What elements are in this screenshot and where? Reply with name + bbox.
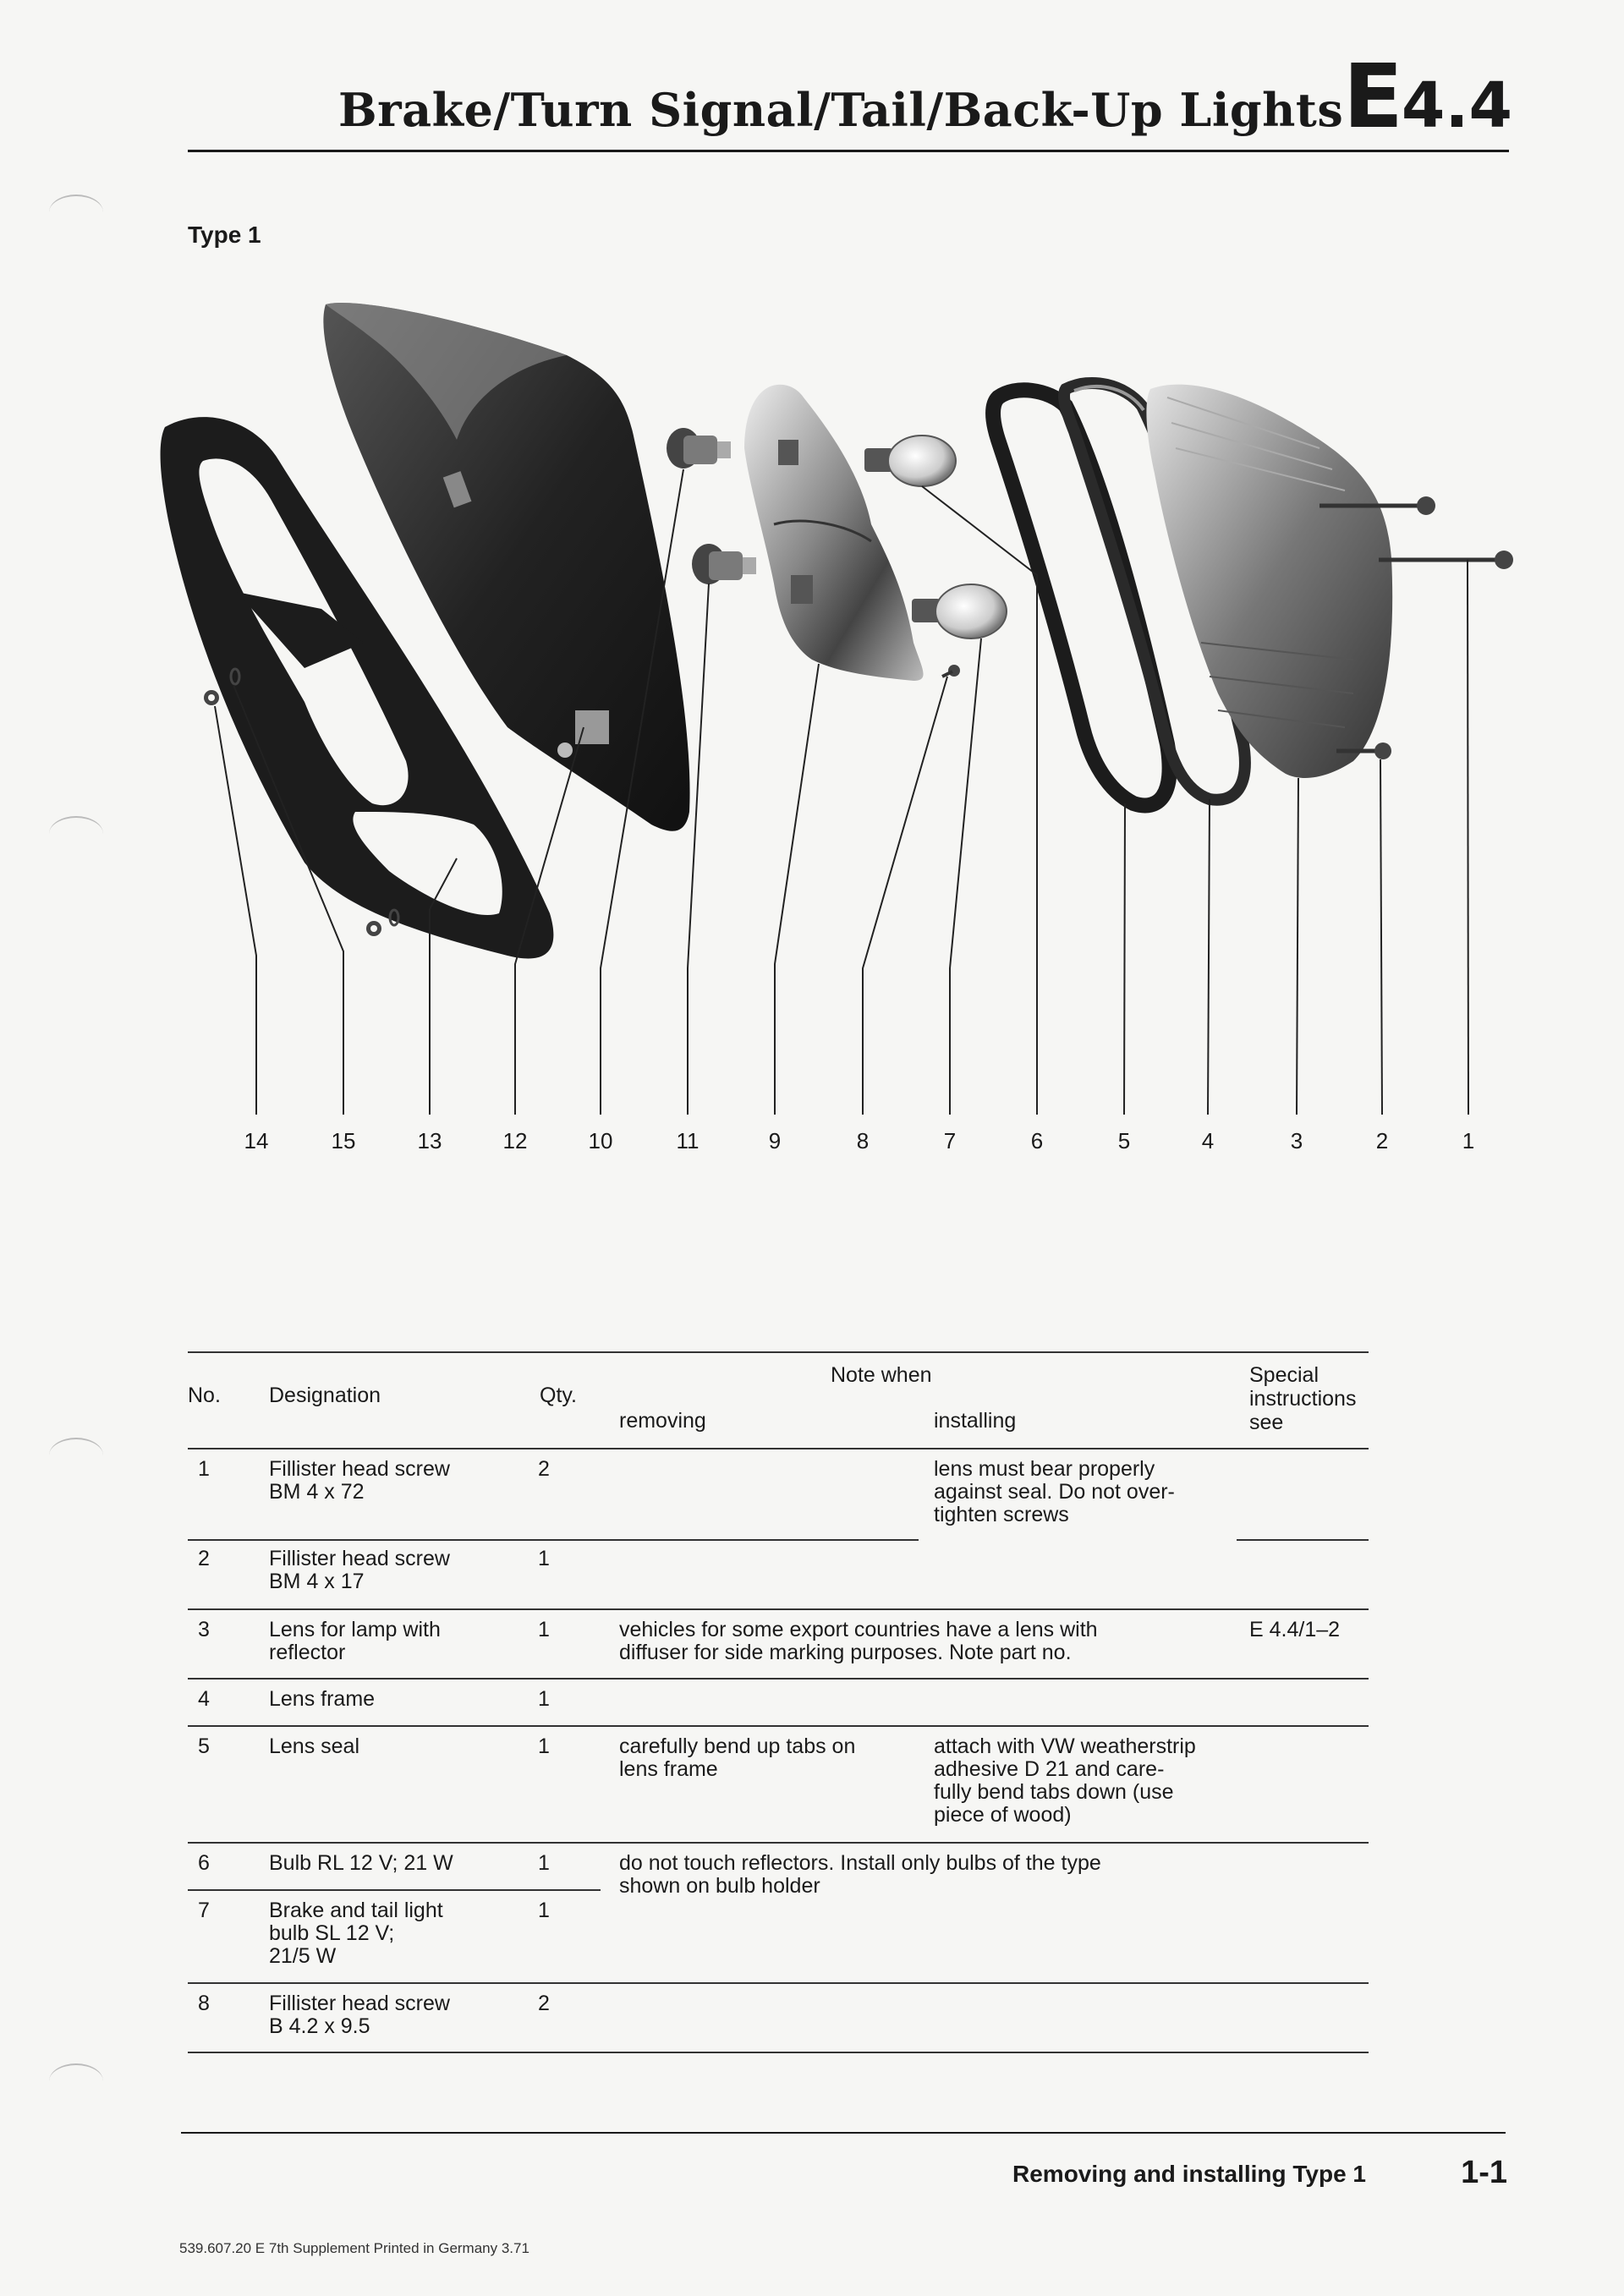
row-qty: 1 bbox=[538, 1547, 550, 1570]
row-special: E 4.4/1–2 bbox=[1249, 1618, 1341, 1641]
callout-number: 15 bbox=[331, 1128, 356, 1153]
callout-number: 6 bbox=[1030, 1128, 1044, 1153]
row-installing: lens must bear properly against seal. Do not over- tighten screws bbox=[934, 1457, 1175, 1526]
bulb-part-7 bbox=[912, 584, 1007, 638]
table-rule bbox=[188, 1725, 1369, 1727]
row-designation: Lens frame bbox=[269, 1687, 376, 1711]
section-number: 4.4 bbox=[1401, 69, 1512, 142]
page-title: Brake/Turn Signal/Tail/Back-Up Lights bbox=[338, 83, 1344, 137]
header-installing: installing bbox=[934, 1409, 1017, 1433]
row-no: 4 bbox=[198, 1687, 210, 1711]
callout-number: 11 bbox=[676, 1128, 700, 1153]
table-rule bbox=[188, 1448, 1369, 1449]
row-designation: Fillister head screw B 4.2 x 9.5 bbox=[269, 1992, 450, 2038]
callout-number: 7 bbox=[943, 1128, 957, 1153]
table-rule bbox=[188, 1982, 1369, 1984]
row-designation: Lens for lamp with reflector bbox=[269, 1618, 441, 1664]
page-number: 1-1 bbox=[1461, 2155, 1507, 2190]
row-qty: 2 bbox=[538, 1457, 550, 1481]
type-label: Type 1 bbox=[188, 222, 261, 248]
row-installing: attach with VW weatherstrip adhesive D 21 and care- fully bend tabs down (use piece of wood) bbox=[934, 1734, 1196, 1827]
row-qty: 1 bbox=[538, 1618, 550, 1641]
lens-part-3 bbox=[1146, 385, 1392, 778]
row-designation: Fillister head screw BM 4 x 17 bbox=[269, 1547, 450, 1593]
row-no: 8 bbox=[198, 1992, 210, 2015]
table-rule bbox=[188, 1889, 601, 1891]
header-removing: removing bbox=[619, 1409, 706, 1433]
header-no: No. bbox=[188, 1384, 221, 1407]
callout-number: 1 bbox=[1462, 1128, 1475, 1153]
callout-number: 12 bbox=[502, 1128, 528, 1153]
bulb-socket-part-11 bbox=[692, 544, 756, 584]
row-no: 5 bbox=[198, 1734, 210, 1758]
row-qty: 1 bbox=[538, 1899, 550, 1922]
table-rule bbox=[1237, 1539, 1369, 1541]
row-designation: Brake and tail light bulb SL 12 V; 21/5 W bbox=[269, 1899, 443, 1968]
header-note-when: Note when bbox=[831, 1363, 932, 1387]
punch-hole-mark bbox=[49, 2063, 103, 2099]
reflector-part-9 bbox=[744, 385, 924, 681]
callout-number: 13 bbox=[417, 1128, 442, 1153]
callout-number: 4 bbox=[1201, 1128, 1215, 1153]
bulb-socket-part-10 bbox=[667, 428, 731, 469]
bulb-part-6 bbox=[864, 436, 956, 486]
table-rule bbox=[188, 1539, 919, 1541]
row-no: 1 bbox=[198, 1457, 210, 1481]
row-designation: Lens seal bbox=[269, 1734, 360, 1758]
row-no: 2 bbox=[198, 1547, 210, 1570]
header-special: Special instructions see bbox=[1249, 1363, 1357, 1434]
callout-number: 5 bbox=[1117, 1128, 1131, 1153]
table-rule bbox=[188, 1608, 1369, 1610]
row-qty: 1 bbox=[538, 1851, 550, 1875]
table-rule bbox=[188, 1678, 1369, 1680]
row-note: vehicles for some export countries have a lens with diffuser for side marking purposes. Note part no. bbox=[619, 1618, 1098, 1664]
callout-number: 14 bbox=[244, 1128, 269, 1153]
row-qty: 2 bbox=[538, 1992, 550, 2015]
row-no: 3 bbox=[198, 1618, 210, 1641]
punch-hole-mark bbox=[49, 1438, 103, 1473]
row-no: 6 bbox=[198, 1851, 210, 1875]
callout-number: 10 bbox=[588, 1128, 613, 1153]
section-letter: E bbox=[1342, 45, 1402, 148]
callout-number: 9 bbox=[768, 1128, 782, 1153]
row-removing: carefully bend up tabs on lens frame bbox=[619, 1734, 856, 1781]
row-no: 7 bbox=[198, 1899, 210, 1922]
row-qty: 1 bbox=[538, 1734, 550, 1758]
print-info: 539.607.20 E 7th Supplement Printed in Germany 3.71 bbox=[179, 2240, 529, 2256]
screw-part-8 bbox=[942, 665, 960, 677]
row-designation: Bulb RL 12 V; 21 W bbox=[269, 1851, 453, 1875]
table-rule bbox=[188, 1842, 1369, 1844]
table-rule bbox=[188, 2052, 1369, 2053]
row-qty: 1 bbox=[538, 1687, 550, 1711]
header-designation: Designation bbox=[269, 1384, 381, 1407]
row-designation: Fillister head screw BM 4 x 72 bbox=[269, 1457, 450, 1504]
callout-number: 2 bbox=[1375, 1128, 1389, 1153]
footer-title: Removing and installing Type 1 bbox=[1012, 2161, 1366, 2187]
callout-number: 8 bbox=[856, 1128, 870, 1153]
row-note: do not touch reflectors. Install only bulbs of the type shown on bulb holder bbox=[619, 1851, 1101, 1898]
callout-number: 3 bbox=[1290, 1128, 1303, 1153]
header-qty: Qty. bbox=[540, 1384, 577, 1407]
table-rule bbox=[188, 1351, 1369, 1353]
footer-rule bbox=[181, 2132, 1506, 2134]
